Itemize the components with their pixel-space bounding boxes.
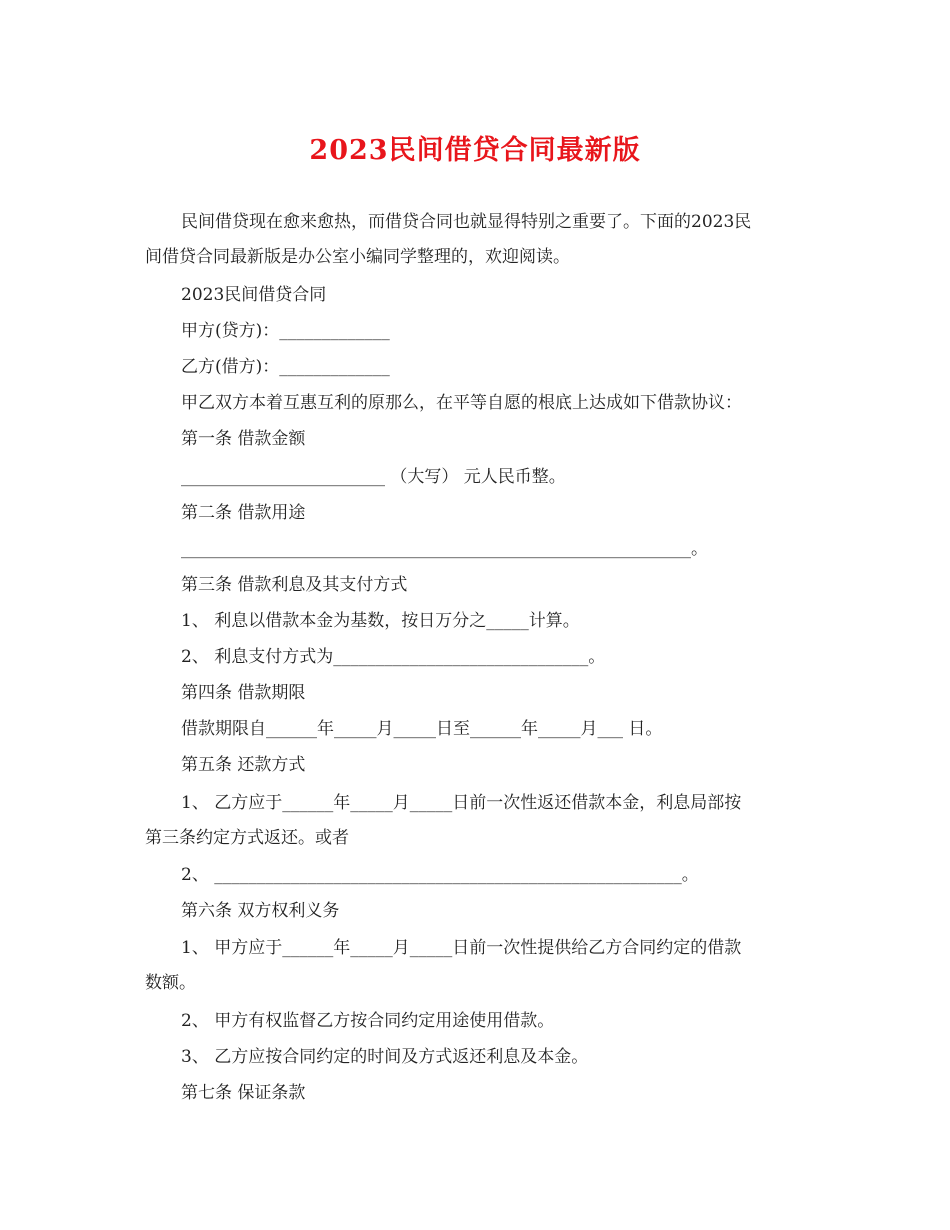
- article-2-heading: 第二条 借款用途: [181, 503, 306, 523]
- article-6-item-3: 3、 乙方应按合同约定的时间及方式返还利息及本金。: [181, 1047, 589, 1067]
- article-3-item-1: 1、 利息以借款本金为基数，按日万分之_____计算。: [181, 611, 580, 631]
- article-5-item-1-line-2: 第三条约定方式返还。或者: [145, 828, 349, 848]
- article-3-heading: 第三条 借款利息及其支付方式: [181, 575, 408, 595]
- article-6-heading: 第六条 双方权利义务: [181, 901, 340, 921]
- party-b-line: 乙方(借方)：_____________: [181, 357, 390, 377]
- intro-line-1: 民间借贷现在愈来愈热，而借贷合同也就显得特别之重要了。下面的2023民: [181, 212, 752, 232]
- article-6-item-2: 2、 甲方有权监督乙方按合同约定用途使用借款。: [181, 1011, 555, 1031]
- article-2-purpose-line: ____________________________________________________________。: [181, 539, 708, 559]
- article-5-heading: 第五条 还款方式: [181, 755, 306, 775]
- article-4-heading: 第四条 借款期限: [181, 683, 306, 703]
- article-5-item-1-line-1: 1、 乙方应于______年_____月_____日前一次性返还借款本金，利息局部按: [181, 793, 742, 813]
- party-a-line: 甲方(贷方)：_____________: [181, 321, 390, 341]
- article-4-term-line: 借款期限自______年_____月_____日至______年_____月___ 日。: [181, 719, 663, 739]
- intro-line-2: 间借贷合同最新版是办公室小编同学整理的，欢迎阅读。: [145, 247, 570, 267]
- article-1-heading: 第一条 借款金额: [181, 429, 306, 449]
- article-6-item-1-line-2: 数额。: [145, 973, 196, 993]
- article-7-heading: 第七条 保证条款: [181, 1083, 306, 1103]
- article-5-item-2: 2、 _______________________________________________________。: [181, 865, 699, 885]
- contract-subtitle: 2023民间借贷合同: [181, 285, 327, 305]
- article-1-amount-line: ________________________ （大写） 元人民币整。: [181, 467, 566, 487]
- document-title: 2023民间借贷合同最新版: [309, 135, 641, 166]
- article-3-item-2: 2、 利息支付方式为______________________________。: [181, 647, 606, 667]
- article-6-item-1-line-1: 1、 甲方应于______年_____月_____日前一次性提供给乙方合同约定的借款: [181, 938, 742, 958]
- preamble: 甲乙双方本着互惠互利的原那么，在平等自愿的根底上达成如下借款协议：: [181, 393, 742, 413]
